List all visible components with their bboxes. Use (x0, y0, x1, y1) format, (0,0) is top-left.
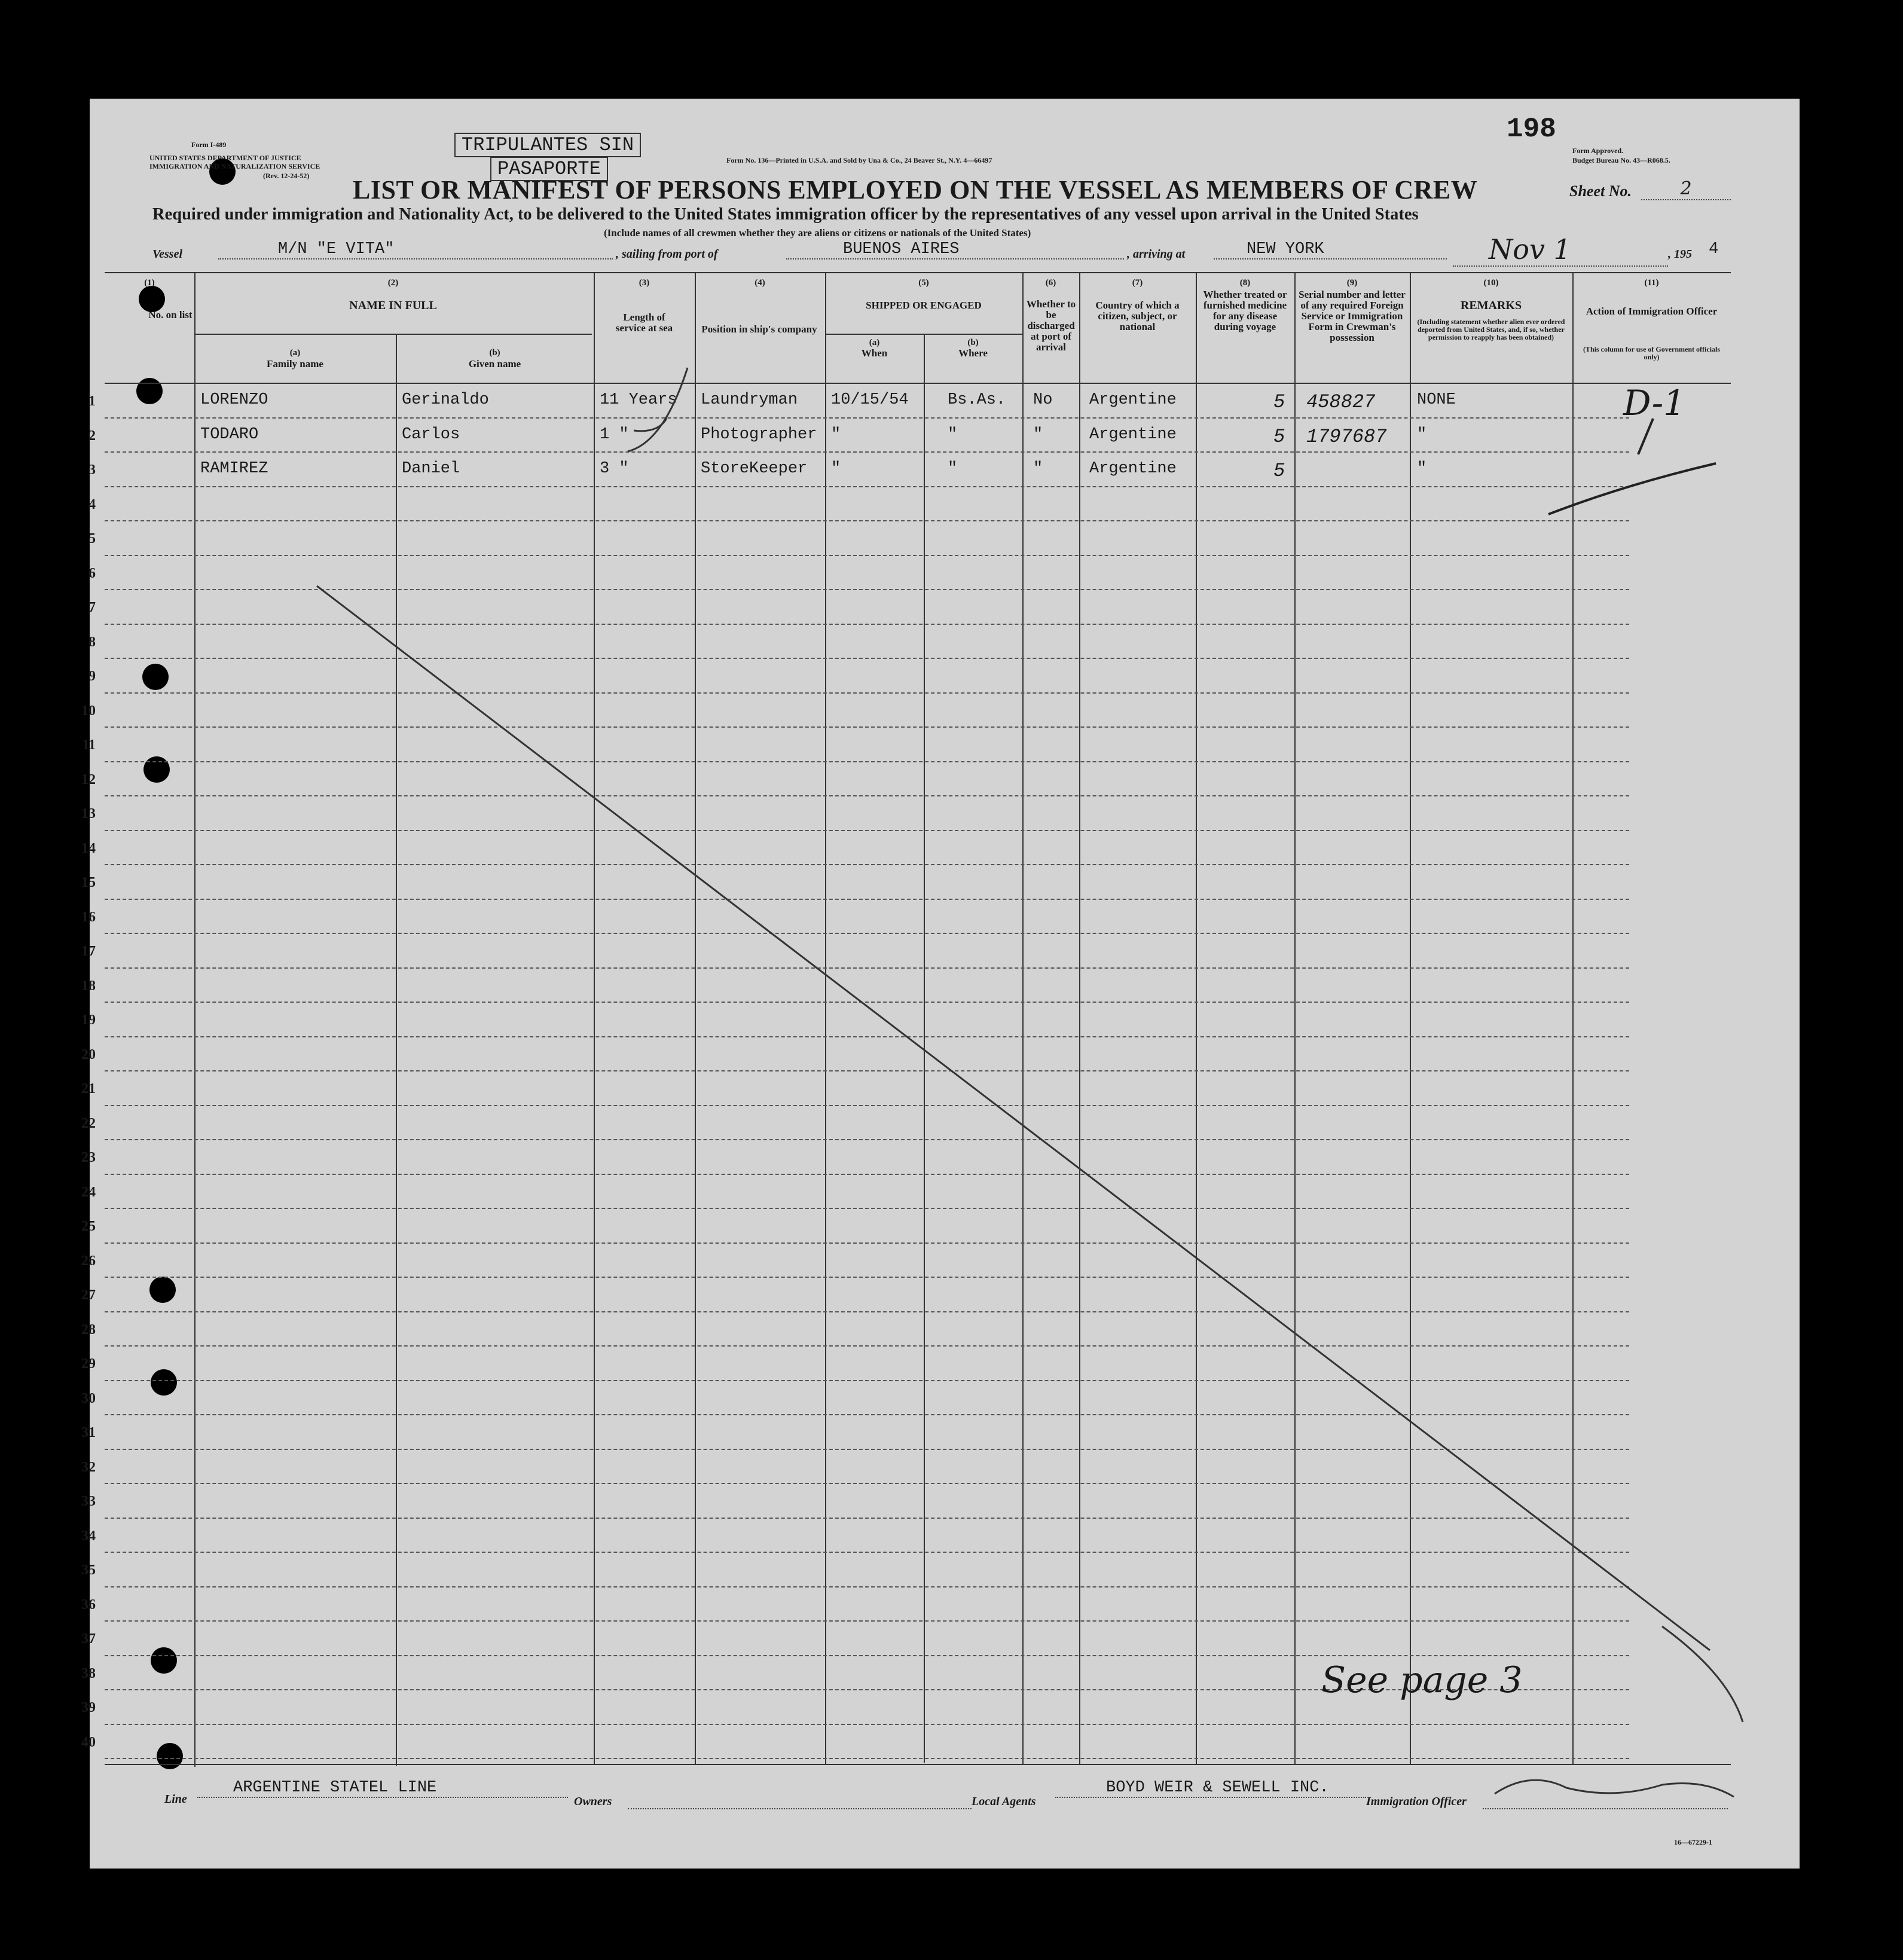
vessel-label: Vessel (152, 248, 182, 261)
row-number: 33 (81, 1494, 96, 1509)
col6-header: Whether to be discharged at port of arrival (1026, 298, 1076, 353)
col11-note: (This column for use of Government officials only) (1583, 345, 1721, 361)
col5b-header: Where (958, 347, 988, 359)
crew-position-cell: Photographer (701, 425, 817, 444)
crew-service-cell: 3 " (600, 460, 629, 478)
row-number: 5 (88, 531, 96, 547)
check-mark (628, 368, 688, 451)
row-number: 24 (81, 1184, 96, 1200)
arrival-date: Nov 1 (1453, 233, 1668, 267)
department-code: (Rev. 12-24-52) (263, 172, 310, 180)
col8-number: (8) (1239, 278, 1251, 288)
service-line: IMMIGRATION AND NATURALIZATION SERVICE (149, 162, 320, 170)
col9-header: Serial number and letter of any required Foreign Service or Immigration Form in Crewman's possession (1299, 289, 1406, 343)
row-number: 10 (81, 703, 96, 719)
crew-where-cell: Bs.As. (948, 391, 1006, 409)
row-number: 26 (81, 1253, 96, 1269)
row-number: 27 (81, 1287, 96, 1303)
crew-where-cell: " (948, 425, 958, 444)
col9-number: (9) (1346, 278, 1358, 288)
col11-header: Action of Immigration Officer (1586, 306, 1718, 317)
vessel-name: M/N "E VITA" (218, 240, 613, 259)
row-number: 19 (81, 1012, 96, 1028)
line-label: Line (164, 1793, 187, 1806)
crew-when-cell: " (831, 425, 841, 444)
crew-family-cell: TODARO (200, 425, 259, 444)
row-number: 2 (88, 428, 96, 444)
row-number: 32 (81, 1459, 96, 1475)
crew-service-cell: 1 " (600, 425, 629, 444)
check-mark (634, 419, 667, 431)
include-note: (Include names of all crewmen whether they are aliens or citizens or nationals of the United States) (604, 227, 1031, 239)
col6-number: (6) (1045, 278, 1056, 288)
see-page-note: See page 3 (1321, 1659, 1523, 1701)
sailing-port: BUENOS AIRES (786, 240, 1124, 259)
crew-discharge-cell: " (1033, 460, 1043, 478)
crew-country-cell: Argentine (1089, 460, 1177, 478)
printer-note: Form No. 136—Printed in U.S.A. and Sold by Una & Co., 24 Beaver St., N.Y. 4—66497 (726, 156, 992, 164)
col5a-letter: (a) (869, 338, 880, 347)
officer-stroke (1548, 463, 1716, 514)
page-title: LIST OR MANIFEST OF PERSONS EMPLOYED ON THE VESSEL AS MEMBERS OF CREW (353, 175, 1478, 204)
crew-remarks-cell: " (1417, 425, 1427, 444)
row-number: 7 (88, 600, 96, 615)
crew-service-cell: 11 Years (600, 391, 677, 409)
form-approved: Form Approved. (1572, 146, 1624, 155)
crew-remarks-cell: NONE (1417, 391, 1456, 409)
agents-label: Local Agents (972, 1795, 1036, 1808)
col7-number: (7) (1132, 278, 1143, 288)
col1-number: (1) (144, 278, 155, 288)
year-prefix: , 195 (1668, 248, 1692, 261)
sailing-label: , sailing from port of (616, 248, 718, 261)
col5-number: (5) (918, 278, 929, 288)
col4-header: Position in ship's company (701, 323, 817, 335)
row-number: 23 (81, 1150, 96, 1165)
row-number: 30 (81, 1390, 96, 1406)
department-line: UNITED STATES DEPARTMENT OF JUSTICE (149, 154, 301, 162)
crew-given-cell: Daniel (402, 460, 460, 478)
crew-serial-cell: 1797687 (1306, 425, 1387, 448)
row-number: 1 (88, 393, 96, 409)
col7-header: Country of which a citizen, subject, or national (1095, 300, 1180, 332)
crew-country-cell: Argentine (1089, 391, 1177, 409)
owners-value (628, 1793, 972, 1809)
row-number: 13 (81, 806, 96, 822)
col5a-header: When (861, 347, 888, 359)
row-number: 39 (81, 1700, 96, 1715)
subtitle: Required under immigration and Nationality Act, to be delivered to the United States immigration officer by the representatives of any vessel upon arrival in the United States (152, 205, 1419, 224)
row-number: 4 (88, 496, 96, 512)
crew-stamp-line2: PASAPORTE (490, 157, 608, 181)
row-number: 3 (88, 462, 96, 478)
officer-label: Immigration Officer (1366, 1795, 1467, 1808)
crew-given-cell: Gerinaldo (402, 391, 489, 409)
line-value: ARGENTINE STATEL LINE (197, 1779, 568, 1798)
crew-given-cell: Carlos (402, 425, 460, 444)
agents-value: BOYD WEIR & SEWELL INC. (1055, 1779, 1366, 1798)
row-number: 25 (81, 1219, 96, 1234)
crew-family-cell: RAMIREZ (200, 460, 268, 478)
row-number: 29 (81, 1356, 96, 1372)
crew-country-cell: Argentine (1089, 425, 1177, 444)
form-number: Form I-489 (191, 141, 227, 149)
col11-number: (11) (1644, 278, 1659, 288)
row-number: 14 (81, 840, 96, 856)
col4-number: (4) (755, 278, 765, 288)
row-number: 34 (81, 1528, 96, 1544)
row-number: 6 (88, 565, 96, 581)
crew-medicine-cell: 5 (1273, 425, 1285, 448)
budget-bureau: Budget Bureau No. 43—R068.5. (1572, 156, 1670, 164)
col5b-letter: (b) (967, 338, 979, 347)
row-number: 21 (81, 1081, 96, 1097)
arriving-label: , arriving at (1127, 248, 1186, 261)
crew-medicine-cell: 5 (1273, 391, 1285, 413)
col10-number: (10) (1483, 278, 1499, 288)
crew-position-cell: Laundryman (701, 391, 798, 409)
col2-header: NAME IN FULL (349, 299, 437, 312)
col5-header: SHIPPED OR ENGAGED (866, 300, 982, 311)
cancel-diagonal-line (317, 586, 1710, 1650)
page-number: 198 (1507, 114, 1556, 145)
col10-note: (Including statement whether alien ever ordered deported from United States, and, if so, whether permission to reapply has been obtained) (1417, 317, 1565, 341)
col3-header: Length of service at sea (615, 312, 673, 334)
col2-number: (2) (387, 278, 399, 288)
crew-discharge-cell: " (1033, 425, 1043, 444)
officer-mark: D-1 (1623, 383, 1686, 423)
col2a-letter: (a) (289, 348, 301, 358)
row-number: 8 (88, 634, 96, 650)
row-number: 31 (81, 1425, 96, 1440)
officer-tick (1638, 419, 1653, 454)
row-number: 17 (81, 944, 96, 959)
arrival-year: 4 (1709, 240, 1719, 258)
row-number: 35 (81, 1562, 96, 1578)
sheet-label: Sheet No. (1569, 182, 1632, 200)
crew-remarks-cell: " (1417, 460, 1427, 478)
row-number: 15 (81, 875, 96, 890)
row-number: 20 (81, 1046, 96, 1063)
row-number: 40 (81, 1734, 96, 1750)
cancel-line-tail (1662, 1626, 1743, 1722)
crew-when-cell: 10/15/54 (831, 391, 909, 409)
crew-where-cell: " (948, 460, 958, 478)
col2b-letter: (b) (489, 348, 500, 358)
row-number: 16 (81, 909, 96, 925)
col2a-header: Family name (267, 358, 323, 370)
row-number: 38 (81, 1665, 96, 1681)
officer-signature-line (1483, 1793, 1728, 1809)
col2b-header: Given name (468, 358, 521, 370)
row-number: 22 (81, 1115, 96, 1131)
crew-family-cell: LORENZO (200, 391, 268, 409)
row-number: 12 (81, 771, 96, 787)
sheet-number: 2 (1641, 178, 1731, 200)
col1-header: No. on list (148, 309, 193, 320)
arrival-port: NEW YORK (1214, 240, 1447, 259)
row-number: 37 (81, 1631, 96, 1647)
row-number: 9 (88, 668, 96, 684)
crew-stamp-line1: TRIPULANTES SIN (454, 133, 641, 157)
col3-number: (3) (639, 278, 650, 288)
crew-when-cell: " (831, 460, 841, 478)
row-number: 28 (81, 1321, 96, 1338)
row-number: 36 (81, 1596, 96, 1613)
crew-position-cell: StoreKeeper (701, 460, 808, 478)
owners-label: Owners (574, 1795, 612, 1808)
crew-medicine-cell: 5 (1273, 460, 1285, 482)
col8-header: Whether treated or furnished medicine for any disease during voyage (1203, 289, 1287, 332)
row-number: 18 (81, 978, 96, 994)
col10-header: REMARKS (1460, 299, 1522, 312)
crew-serial-cell: 458827 (1306, 391, 1376, 413)
form-code: 16—67229-1 (1674, 1838, 1712, 1846)
row-number: 11 (82, 737, 96, 753)
crew-discharge-cell: No (1033, 391, 1053, 409)
